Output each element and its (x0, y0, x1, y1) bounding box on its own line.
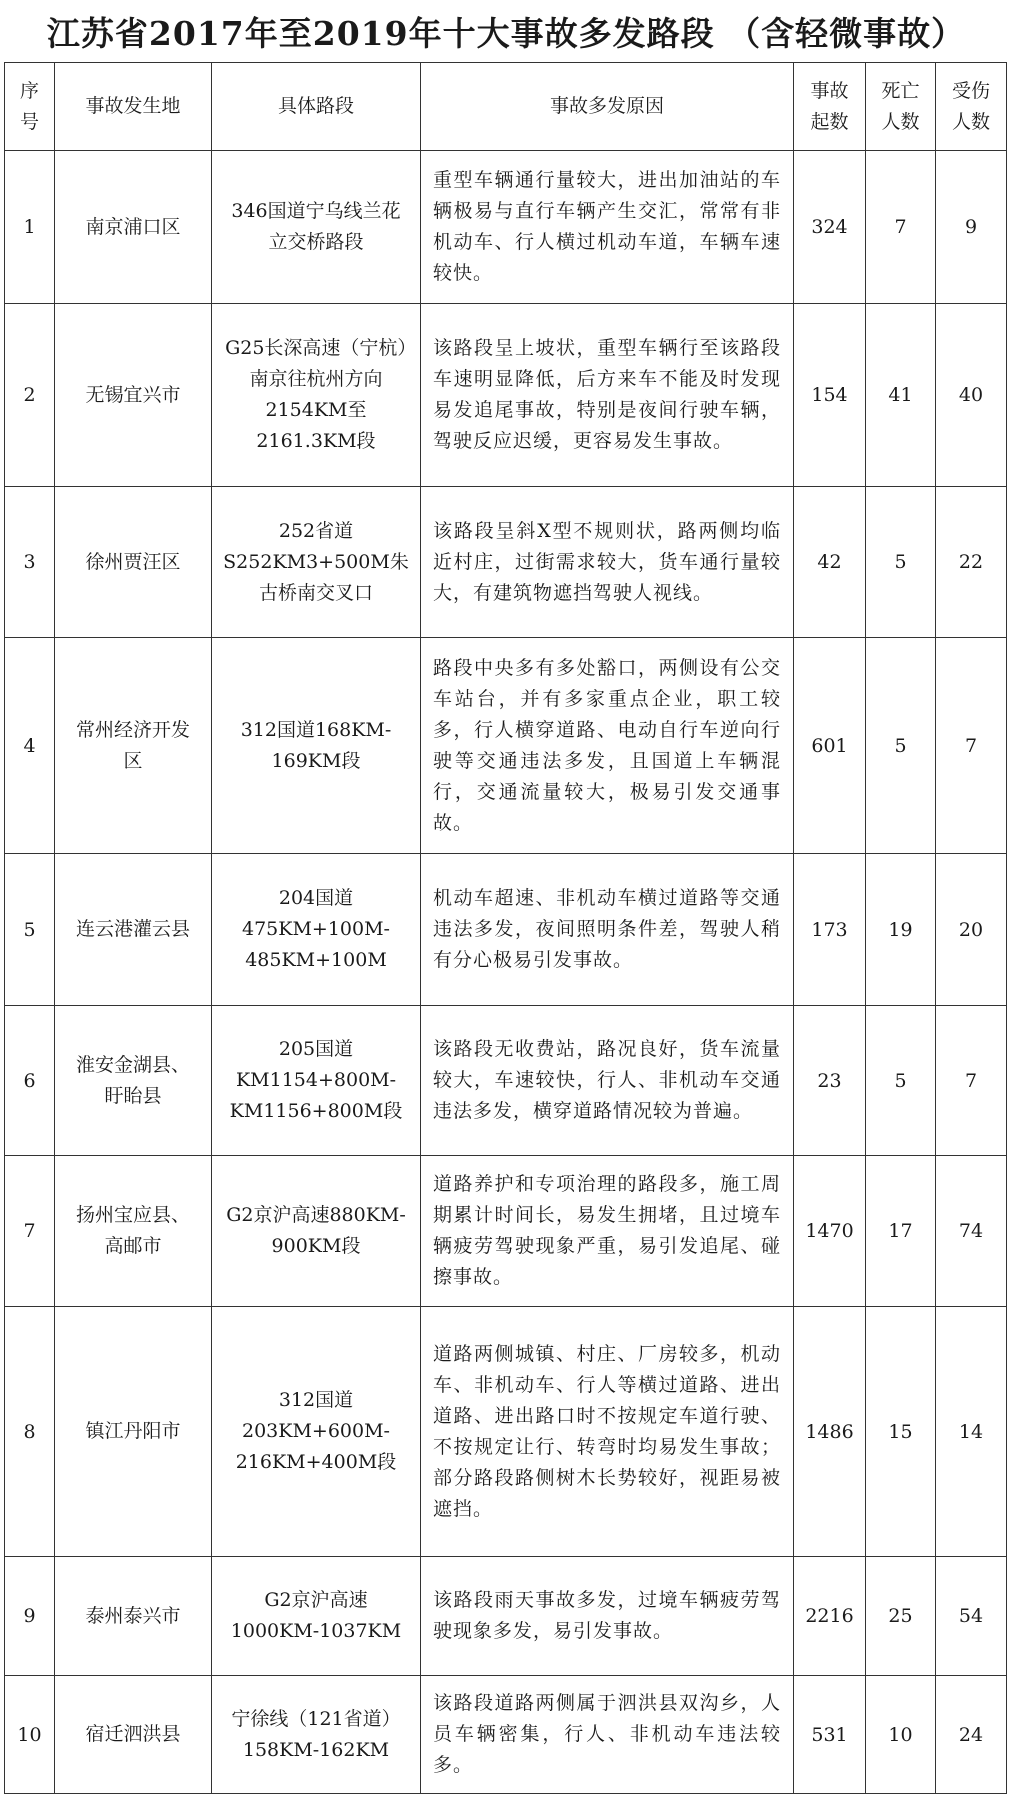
row-road: 312国道203KM+600M-216KM+400M段 (212, 1307, 421, 1557)
table-row (5, 487, 1007, 638)
row-accidents: 601 (794, 638, 866, 854)
row-location: 南京浦口区 (55, 151, 212, 304)
table-row (5, 1156, 1007, 1307)
row-road: 346国道宁乌线兰花立交桥路段 (212, 151, 421, 304)
row-cause: 该路段雨天事故多发，过境车辆疲劳驾驶现象多发，易引发事故。 (421, 1557, 794, 1676)
row-location: 宿迁泗洪县 (55, 1676, 212, 1794)
row-road: 252省道S252KM3+500M朱古桥南交叉口 (212, 487, 421, 638)
row-index: 9 (5, 1557, 55, 1676)
row-accidents: 2216 (794, 1557, 866, 1676)
row-cause: 该路段呈上坡状，重型车辆行至该路段车速明显降低，后方来车不能及时发现易发追尾事故，特别是夜间行驶车辆，驾驶反应迟缓，更容易发生事故。 (421, 304, 794, 487)
row-location: 泰州泰兴市 (55, 1557, 212, 1676)
row-cause: 该路段无收费站，路况良好，货车流量较大，车速较快，行人、非机动车交通违法多发，横穿道路情况较为普遍。 (421, 1006, 794, 1156)
row-injuries: 20 (936, 854, 1007, 1006)
row-accidents: 42 (794, 487, 866, 638)
header-injuries: 受伤人数 (936, 63, 1007, 151)
row-injuries: 7 (936, 638, 1007, 854)
row-location: 淮安金湖县、盱眙县 (55, 1006, 212, 1156)
table-row (5, 638, 1007, 854)
table-row (5, 854, 1007, 1006)
row-accidents: 154 (794, 304, 866, 487)
row-index: 8 (5, 1307, 55, 1557)
row-location: 连云港灌云县 (55, 854, 212, 1006)
table-row (5, 1557, 1007, 1676)
row-deaths: 10 (866, 1676, 936, 1794)
row-injuries: 14 (936, 1307, 1007, 1557)
row-index: 4 (5, 638, 55, 854)
row-injuries: 9 (936, 151, 1007, 304)
row-deaths: 15 (866, 1307, 936, 1557)
row-cause: 机动车超速、非机动车横过道路等交通违法多发，夜间照明条件差，驾驶人稍有分心极易引发事故。 (421, 854, 794, 1006)
header-index: 序号 (5, 63, 55, 151)
header-accidents: 事故起数 (794, 63, 866, 151)
row-accidents: 1470 (794, 1156, 866, 1307)
table-row (5, 304, 1007, 487)
document-title: 江苏省2017年至2019年十大事故多发路段 （含轻微事故） (46, 14, 966, 53)
table-row (5, 1006, 1007, 1156)
row-injuries: 54 (936, 1557, 1007, 1676)
row-index: 7 (5, 1156, 55, 1307)
row-accidents: 173 (794, 854, 866, 1006)
row-cause: 该路段呈斜X型不规则状，路两侧均临近村庄，过街需求较大，货车通行量较大，有建筑物遮挡驾驶人视线。 (421, 487, 794, 638)
row-location: 扬州宝应县、高邮市 (55, 1156, 212, 1307)
row-injuries: 74 (936, 1156, 1007, 1307)
row-index: 10 (5, 1676, 55, 1794)
row-road: G2京沪高速880KM-900KM段 (212, 1156, 421, 1307)
row-road: 312国道168KM-169KM段 (212, 638, 421, 854)
row-deaths: 41 (866, 304, 936, 487)
table-header-row (5, 63, 1007, 151)
row-road: 205国道KM1154+800M-KM1156+800M段 (212, 1006, 421, 1156)
accident-table (4, 62, 1007, 1794)
row-cause: 路段中央多有多处豁口，两侧设有公交车站台，并有多家重点企业，职工较多，行人横穿道路、电动自行车逆向行驶等交通违法多发，且国道上车辆混行，交通流量较大，极易引发交通事故。 (421, 638, 794, 854)
header-road: 具体路段 (212, 63, 421, 151)
row-cause: 重型车辆通行量较大，进出加油站的车辆极易与直行车辆产生交汇，常常有非机动车、行人横过机动车道，车辆车速较快。 (421, 151, 794, 304)
row-injuries: 22 (936, 487, 1007, 638)
header-location: 事故发生地 (55, 63, 212, 151)
row-road: 204国道475KM+100M-485KM+100M (212, 854, 421, 1006)
row-injuries: 7 (936, 1006, 1007, 1156)
row-location: 常州经济开发区 (55, 638, 212, 854)
row-cause: 道路养护和专项治理的路段多，施工周期累计时间长，易发生拥堵，且过境车辆疲劳驾驶现象严重，易引发追尾、碰擦事故。 (421, 1156, 794, 1307)
row-deaths: 7 (866, 151, 936, 304)
row-index: 3 (5, 487, 55, 638)
row-index: 6 (5, 1006, 55, 1156)
row-accidents: 1486 (794, 1307, 866, 1557)
row-index: 1 (5, 151, 55, 304)
header-deaths: 死亡人数 (866, 63, 936, 151)
row-accidents: 531 (794, 1676, 866, 1794)
row-index: 2 (5, 304, 55, 487)
table-row (5, 151, 1007, 304)
table-row (5, 1307, 1007, 1557)
row-injuries: 40 (936, 304, 1007, 487)
row-accidents: 23 (794, 1006, 866, 1156)
row-location: 无锡宜兴市 (55, 304, 212, 487)
table-body (5, 151, 1007, 1794)
row-cause: 道路两侧城镇、村庄、厂房较多，机动车、非机动车、行人等横过道路、进出道路、进出路口时不按规定车道行驶、不按规定让行、转弯时均易发生事故；部分路段路侧树木长势较好，视距易被遮挡。 (421, 1307, 794, 1557)
row-deaths: 5 (866, 487, 936, 638)
row-road: G2京沪高速1000KM-1037KM (212, 1557, 421, 1676)
row-road: 宁徐线（121省道）158KM-162KM (212, 1676, 421, 1794)
table-row (5, 1676, 1007, 1794)
row-deaths: 25 (866, 1557, 936, 1676)
row-deaths: 17 (866, 1156, 936, 1307)
row-deaths: 19 (866, 854, 936, 1006)
row-location: 徐州贾汪区 (55, 487, 212, 638)
row-road: G25长深高速（宁杭）南京往杭州方向2154KM至2161.3KM段 (212, 304, 421, 487)
row-location: 镇江丹阳市 (55, 1307, 212, 1557)
row-deaths: 5 (866, 638, 936, 854)
header-cause: 事故多发原因 (421, 63, 794, 151)
row-cause: 该路段道路两侧属于泗洪县双沟乡，人员车辆密集，行人、非机动车违法较多。 (421, 1676, 794, 1794)
row-deaths: 5 (866, 1006, 936, 1156)
row-injuries: 24 (936, 1676, 1007, 1794)
row-index: 5 (5, 854, 55, 1006)
row-accidents: 324 (794, 151, 866, 304)
